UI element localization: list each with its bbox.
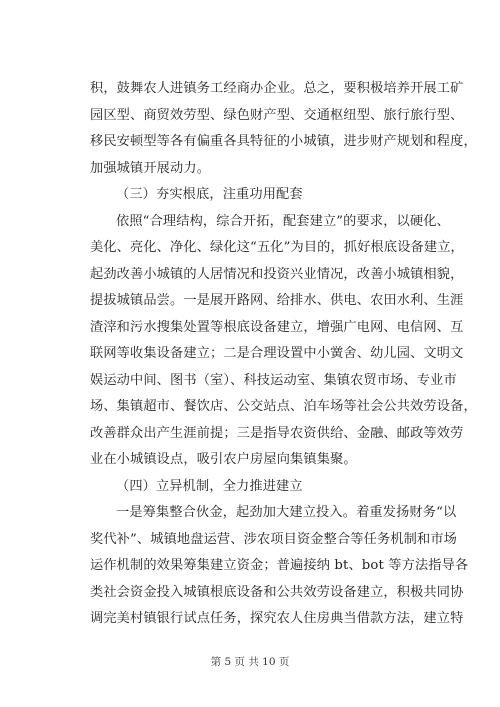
text-line: （三）夯实根底，注重功用配套 (116, 187, 303, 202)
text-line: 奖代补”、城镇地盘运营、涉农项目资金整合等任务机制和市场 (90, 531, 458, 547)
page-footer: 第 5 页 共 10 页 (210, 656, 290, 668)
text-line: 联网等收集设备建立；二是合理设置中小黉舍、幼儿园、文明文 (90, 346, 464, 361)
text-line: 类社会资金投入城镇根底设备和公共效劳设备建立，积极共同协 (90, 584, 464, 600)
text-line: 移民安顿型等各有偏重各具特征的小城镇，进步财产规划和程度， (90, 134, 477, 149)
text-line: 起劲改善小城镇的人居情况和投资兴业情况，改善小城镇相貌， (90, 266, 464, 282)
document-body (90, 76, 477, 633)
text-line: 渣滓和污水搜集处置等根底设备建立，增强广电网、电信网、互 (90, 319, 464, 335)
text-line: 娱运动中间、图书（室）、科技运动室、集镇农贸市场、专业市 (90, 372, 457, 388)
text-line: 加强城镇开展动力。 (90, 160, 211, 176)
text-line: （四）立异机制，全力推进建立 (116, 478, 303, 494)
text-line: 美化、亮化、净化、绿化这“五化”为目的，抓好根底设备建立， (90, 240, 464, 255)
text-line: 运作机制的效果筹集建立资金；普遍接纳 bt、bot 等方法指导各 (90, 558, 469, 573)
text-line: 依照“合理结构，综合开拓，配套建立”的要求，以硬化、 (116, 213, 450, 229)
text-line: 改善群众出产生涯前提；三是指导农资供给、金融、邮政等效劳 (90, 425, 464, 441)
text-line: 调完美村镇银行试点任务，探究农人住房典当借款方法，建立特 (90, 611, 464, 626)
text-line: 场、集镇超市、餐饮店、公交站点、泊车场等社会公共效劳设备， (90, 399, 477, 414)
text-line: 提拔城镇品尝。一是展开路网、给排水、供电、农田水利、生涯 (90, 293, 464, 308)
text-line: 一是筹集整合伙金，起劲加大建立投入。着重发扬财务“以 (116, 505, 457, 520)
text-line: 园区型、商贸效劳型、绿色财产型、交通枢纽型、旅行旅行型、 (90, 107, 464, 123)
text-line: 业在小城镇设点，吸引农户房屋向集镇集聚。 (90, 452, 357, 467)
text-line: 积，鼓舞农人进镇务工经商办企业。总之，要积极培养开展工矿 (90, 81, 464, 96)
